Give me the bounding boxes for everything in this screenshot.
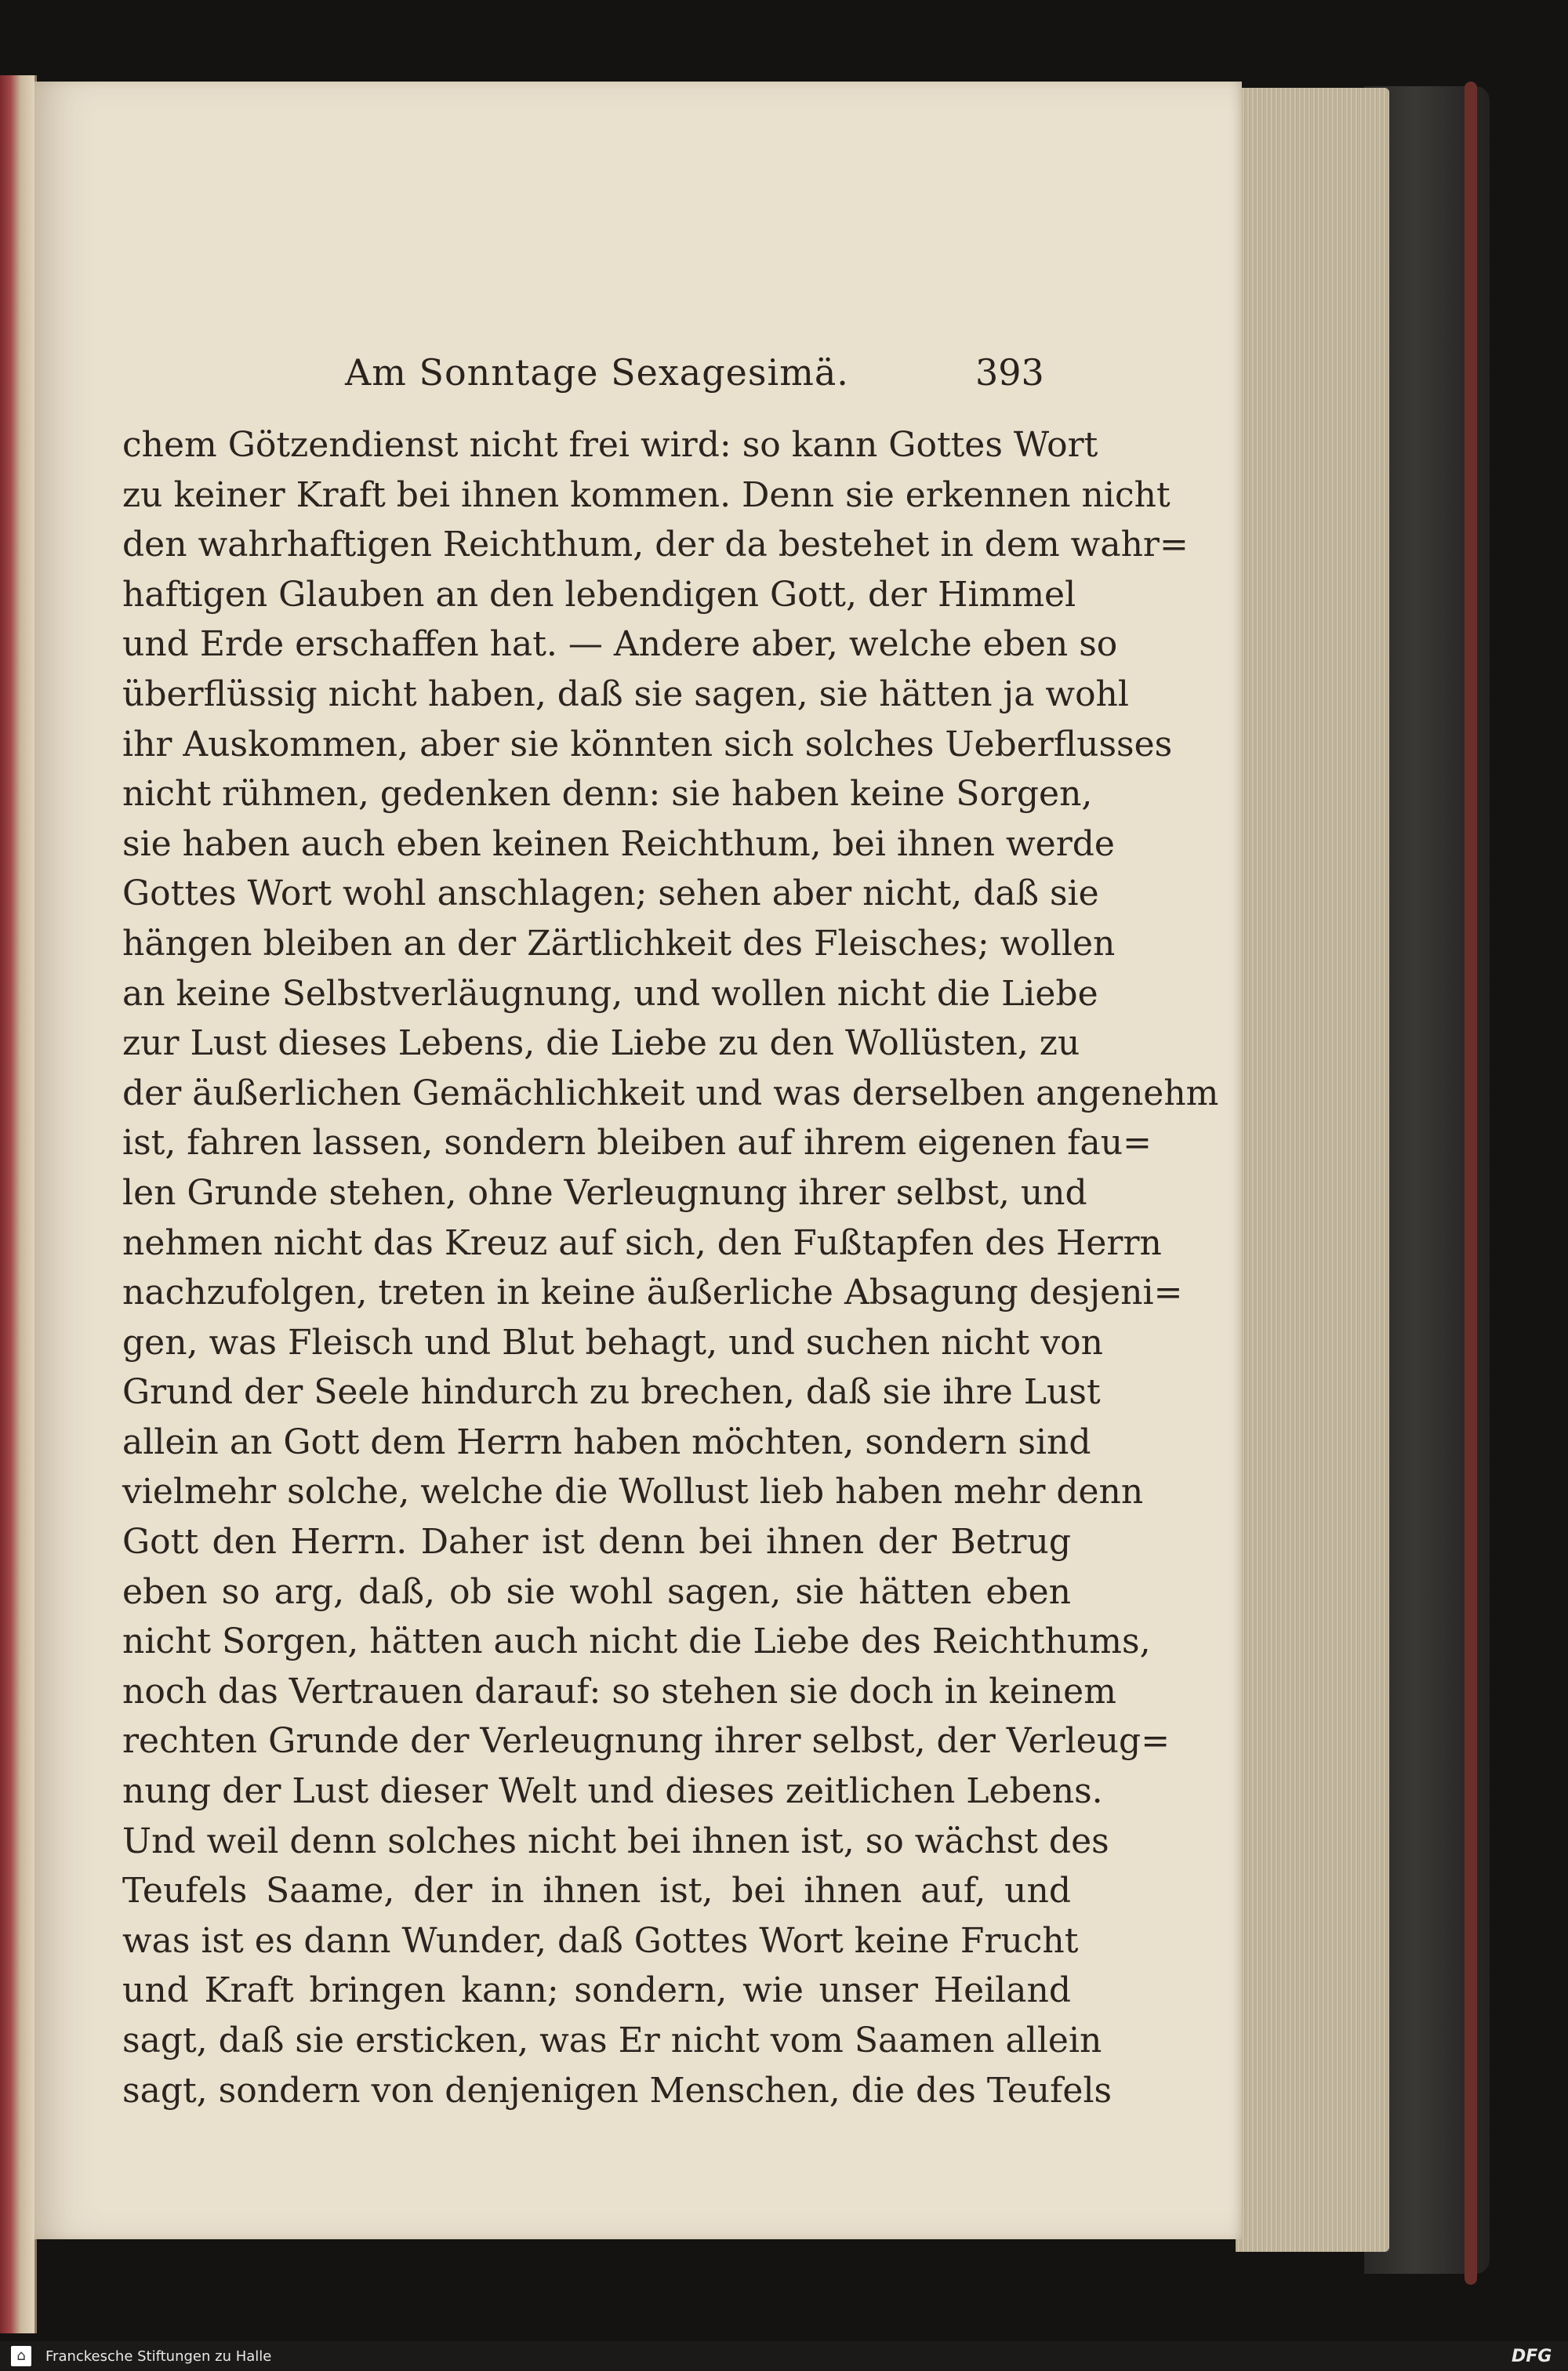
text-line: ist, fahren lassen, sondern bleiben auf ihrem eigenen fau= xyxy=(122,1123,1152,1164)
text-line: Gott den Herrn. Daher ist denn bei ihnen der Betrug xyxy=(122,1522,1071,1563)
running-title: Am Sonntage Sexagesimä. xyxy=(345,351,849,394)
text-line: Teufels Saame, der in ihnen ist, bei ihnen auf, und xyxy=(122,1871,1071,1912)
text-line: nung der Lust dieser Welt und dieses zeitlichen Lebens. xyxy=(122,1771,1103,1812)
text-line: was ist es dann Wunder, daß Gottes Wort keine Frucht xyxy=(122,1920,1079,1961)
text-line: rechten Grunde der Verleugnung ihrer selbst, der Verleug= xyxy=(122,1721,1171,1762)
text-line: nicht rühmen, gedenken denn: sie haben keine Sorgen, xyxy=(122,774,1093,815)
text-line: vielmehr solche, welche die Wollust lieb haben mehr denn xyxy=(122,1472,1144,1512)
text-line: der äußerlichen Gemächlichkeit und was derselben angenehm xyxy=(122,1073,1219,1113)
text-line: allein an Gott dem Herrn haben möchten, sondern sind xyxy=(122,1422,1091,1462)
text-line: gen, was Fleisch und Blut behagt, und suchen nicht von xyxy=(122,1322,1103,1363)
text-line: hängen bleiben an der Zärtlichkeit des Fleisches; wollen xyxy=(122,923,1116,964)
text-line: überflüssig nicht haben, daß sie sagen, sie hätten ja wohl xyxy=(122,674,1129,714)
text-line: Und weil denn solches nicht bei ihnen ist, so wächst des xyxy=(122,1821,1109,1861)
text-line: chem Götzendienst nicht frei wird: so kann Gottes Wort xyxy=(122,425,1098,465)
text-line: Gottes Wort wohl anschlagen; sehen aber nicht, daß sie xyxy=(122,873,1099,914)
text-line: nehmen nicht das Kreuz auf sich, den Fußtapfen des Herrn xyxy=(122,1222,1162,1263)
text-line: haftigen Glauben an den lebendigen Gott, der Himmel xyxy=(122,574,1076,615)
text-body xyxy=(122,420,1219,2115)
text-line: und Kraft bringen kann; sondern, wie unser Heiland xyxy=(122,1970,1071,2011)
text-line: Grund der Seele hindurch zu brechen, daß sie ihre Lust xyxy=(122,1372,1101,1413)
text-line: sie haben auch eben keinen Reichthum, bei ihnen werde xyxy=(122,823,1115,864)
footer-bar xyxy=(0,2341,1568,2371)
running-head xyxy=(34,348,1242,403)
text-line: noch das Vertrauen darauf: so stehen sie doch in keinem xyxy=(122,1671,1116,1712)
text-line: und Erde erschaffen hat. — Andere aber, welche eben so xyxy=(122,624,1118,665)
text-line: len Grunde stehen, ohne Verleugnung ihrer selbst, und xyxy=(122,1172,1087,1213)
page-edge-stack xyxy=(1236,88,1389,2252)
text-line: zu keiner Kraft bei ihnen kommen. Denn sie erkennen nicht xyxy=(122,474,1171,515)
text-line: ihr Auskommen, aber sie könnten sich solches Ueberflusses xyxy=(122,724,1173,764)
text-line: sagt, sondern von denjenigen Menschen, die des Teufels xyxy=(122,2070,1112,2111)
dfg-logo: DFG xyxy=(1512,2347,1552,2366)
page-number: 393 xyxy=(975,351,1044,394)
text-line: sagt, daß sie ersticken, was Er nicht vom Saamen allein xyxy=(122,2021,1102,2061)
text-line: den wahrhaftigen Reichthum, der da bestehet in dem wahr= xyxy=(122,525,1189,565)
text-line: zur Lust dieses Lebens, die Liebe zu den Wollüsten, zu xyxy=(122,1023,1080,1064)
text-line: nachzufolgen, treten in keine äußerliche Absagung desjeni= xyxy=(122,1273,1183,1313)
institution-name: Franckesche Stiftungen zu Halle xyxy=(45,2348,272,2365)
text-line: nicht Sorgen, hätten auch nicht die Liebe des Reichthums, xyxy=(122,1621,1151,1662)
text-line: an keine Selbstverläugnung, und wollen nicht die Liebe xyxy=(122,973,1098,1014)
left-page-edge xyxy=(0,75,37,2333)
book-page xyxy=(34,82,1242,2239)
cover-spine-edge xyxy=(1465,82,1477,2285)
institution-logo-icon: ⌂ xyxy=(11,2346,31,2366)
text-line: eben so arg, daß, ob sie wohl sagen, sie hätten eben xyxy=(122,1571,1071,1612)
